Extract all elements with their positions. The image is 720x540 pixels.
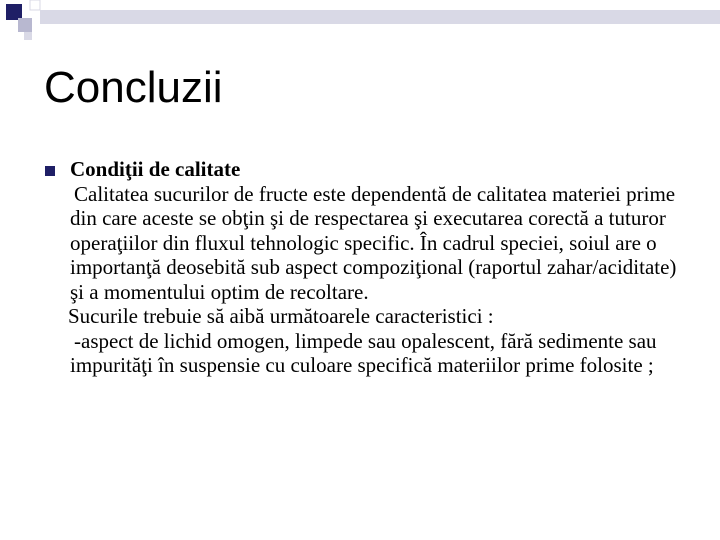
paragraph-aspect: -aspect de lichid omogen, limpede sau opalescent, fără sedimente sau impurităţi în suspensie cu culoare specifică materiilor prime folosite ; bbox=[70, 328, 657, 377]
corner-decoration bbox=[0, 0, 720, 50]
deco-square-white bbox=[30, 0, 40, 10]
slide-title: Concluzii bbox=[44, 63, 223, 112]
slide-content bbox=[44, 157, 694, 378]
paragraph-characteristics: Sucurile trebuie să aibă următoarele caracteristici : bbox=[68, 304, 494, 328]
header-bar bbox=[40, 10, 720, 24]
bullet-item bbox=[44, 157, 694, 182]
deco-square-light bbox=[18, 18, 32, 32]
bullet-heading: Condiţii de calitate bbox=[70, 157, 241, 181]
deco-square-dark bbox=[6, 4, 22, 20]
square-bullet-icon bbox=[45, 166, 55, 176]
deco-square-small bbox=[24, 32, 32, 40]
paragraph-quality: Calitatea sucurilor de fructe este dependentă de calitatea materiei prime din care aceste se obţin şi de respectarea şi executarea corectă a tuturor operaţiilor din fluxul tehnologic specific. În cadrul speciei, soiul are o importanţă deosebită sub aspect compoziţional (raportul zahar/aciditate) şi a momentului optim de recoltare. bbox=[70, 181, 677, 304]
